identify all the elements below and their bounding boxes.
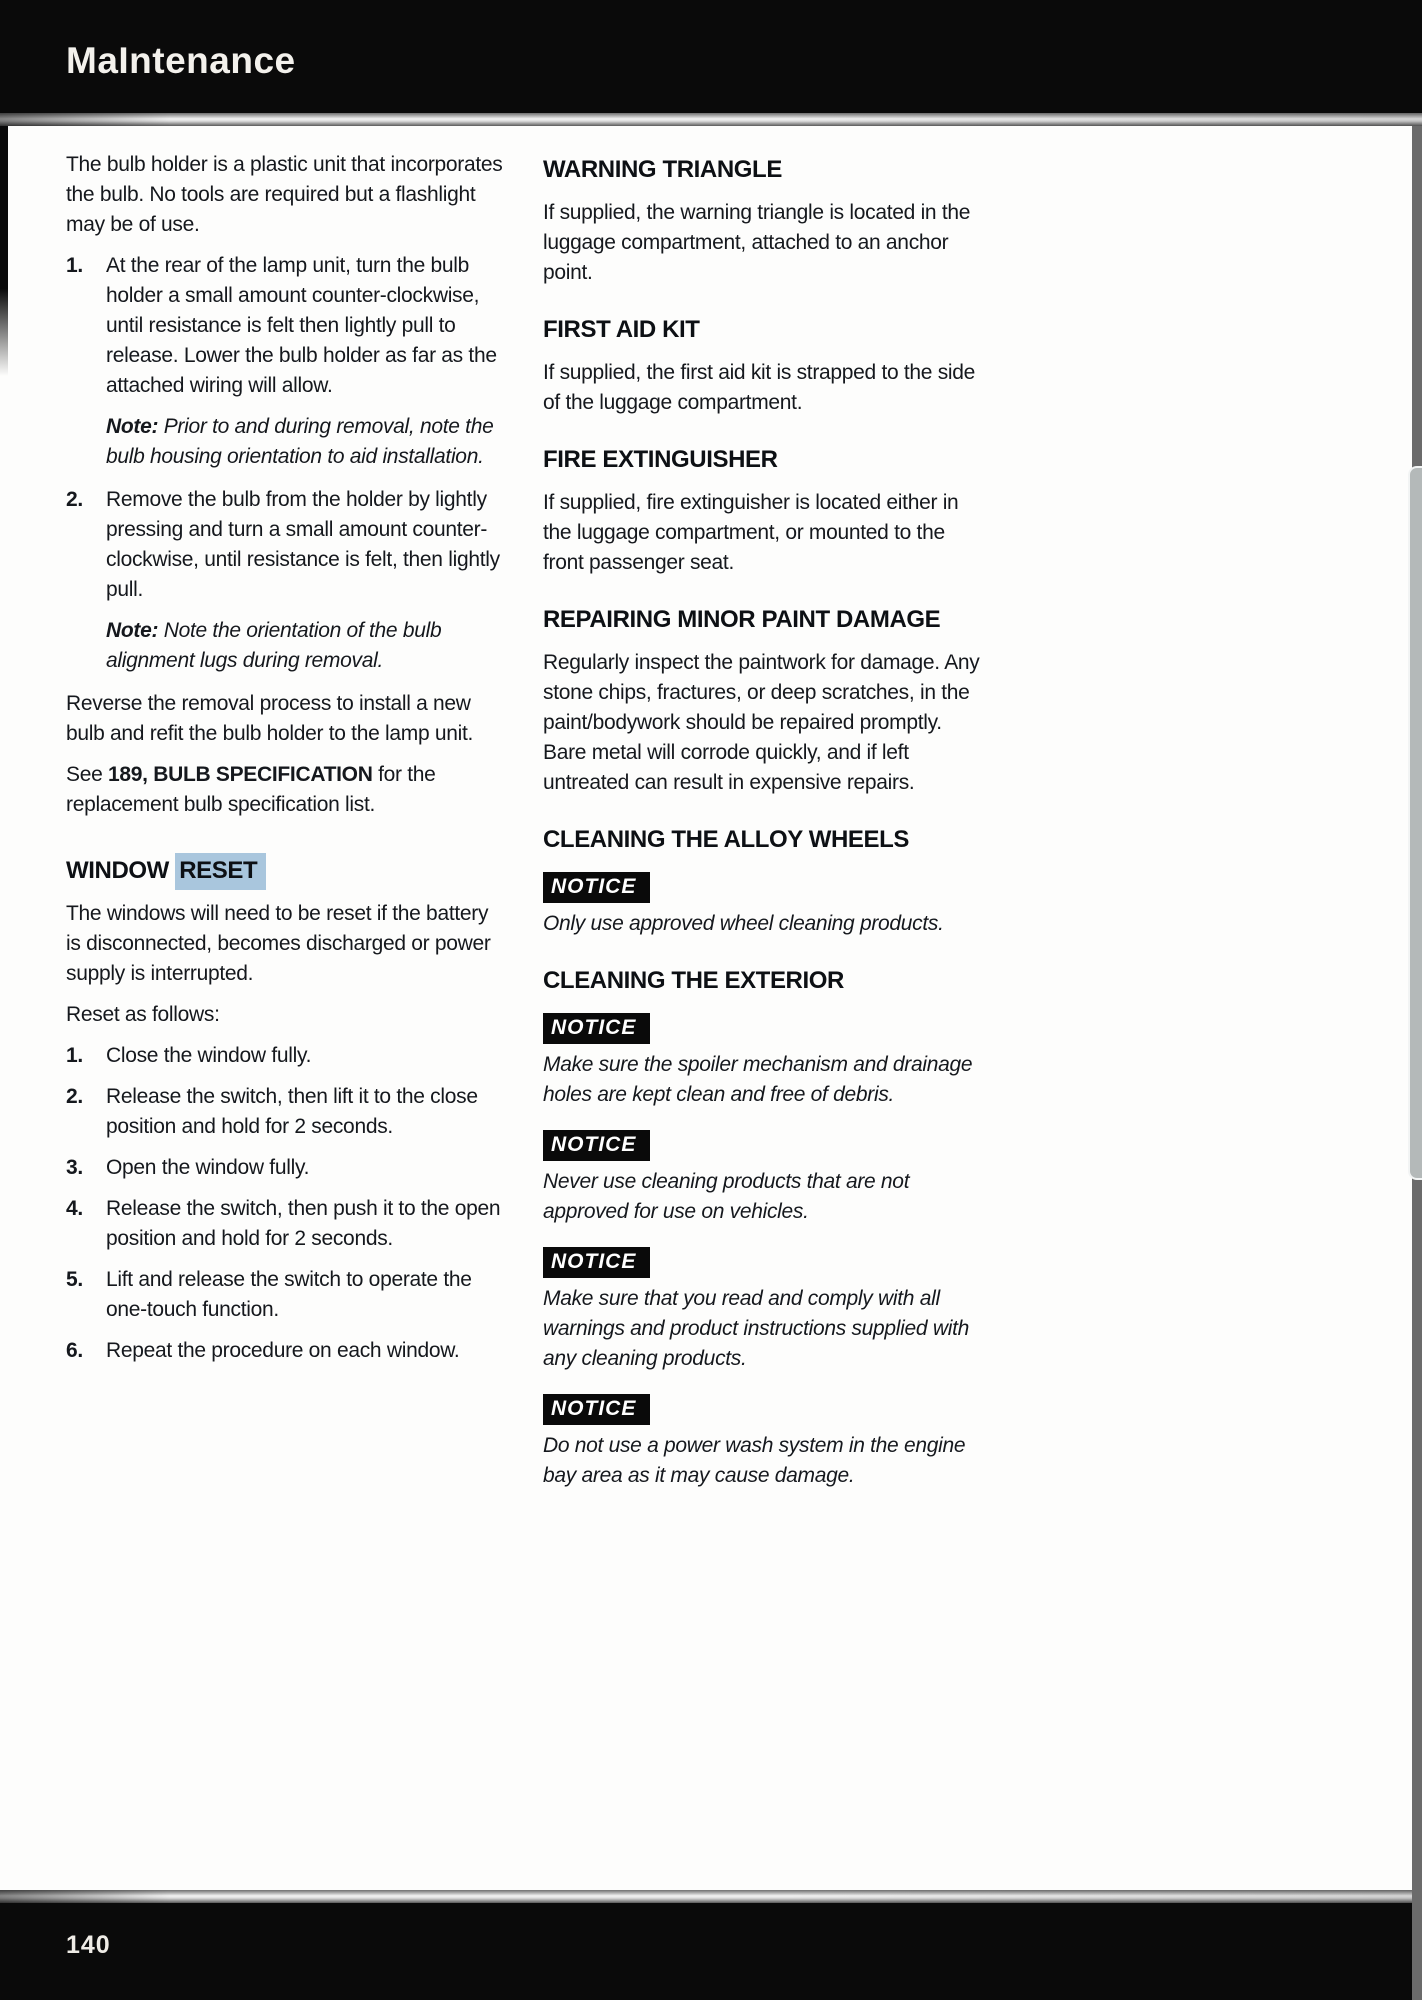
header-divider (0, 113, 1422, 126)
list-number: 4. (66, 1197, 83, 1220)
paragraph: If supplied, the warning triangle is located in the luggage compartment, attached to an anchor point. (543, 201, 971, 284)
note-label: Note: (106, 415, 159, 438)
section-heading-window-reset (66, 856, 506, 886)
note-label: Note: (106, 619, 159, 642)
notice-badge: NOTICE (543, 872, 650, 903)
list-item (66, 1041, 506, 1071)
page-footer (0, 1903, 1422, 2000)
list-item (66, 1194, 506, 1254)
paragraph (66, 760, 506, 820)
list-item-text: At the rear of the lamp unit, turn the bulb holder a small amount counter-clockwise, until resistance is felt then lightly pull to release. Lower the bulb holder as far as the attached wiring will allow. (106, 254, 497, 397)
list-item-text: Release the switch, then lift it to the close position and hold for 2 seconds. (106, 1085, 478, 1138)
section-heading-cleaning-alloy-wheels: CLEANING THE ALLOY WHEELS (543, 826, 910, 853)
list-number: 1. (66, 1044, 83, 1067)
notice-block (543, 868, 983, 939)
list-number: 5. (66, 1268, 83, 1291)
list-item-text: Release the switch, then push it to the open position and hold for 2 seconds. (106, 1197, 501, 1250)
notice-text: Make sure that you read and comply with all warnings and product instructions supplied with any cleaning products. (543, 1287, 969, 1370)
list-item (66, 1153, 506, 1183)
paragraph: If supplied, fire extinguisher is located either in the luggage compartment, or mounted to the front passenger seat. (543, 491, 959, 574)
section-heading-first-aid-kit: FIRST AID KIT (543, 316, 700, 343)
note (106, 412, 506, 472)
footer-divider (0, 1890, 1422, 1903)
cross-reference: 189, BULB SPECIFICATION (108, 763, 373, 786)
notice-block (543, 1009, 983, 1110)
section-heading-warning-triangle: WARNING TRIANGLE (543, 156, 782, 183)
notice-text: Make sure the spoiler mechanism and drainage holes are kept clean and free of debris. (543, 1053, 973, 1106)
list-item (66, 1336, 506, 1366)
page-number: 140 (66, 1931, 111, 1959)
paragraph: Reset as follows: (66, 1003, 220, 1026)
notice-badge: NOTICE (543, 1130, 650, 1161)
notice-badge: NOTICE (543, 1013, 650, 1044)
section-heading-repairing-paint-damage: REPAIRING MINOR PAINT DAMAGE (543, 606, 941, 633)
scrollbar-thumb[interactable] (1408, 466, 1422, 1180)
list-number: 1. (66, 254, 83, 277)
notice-text: Never use cleaning products that are not approved for use on vehicles. (543, 1170, 910, 1223)
notice-block (543, 1243, 983, 1374)
list-number: 2. (66, 488, 83, 511)
list-number: 2. (66, 1085, 83, 1108)
list-item-text: Repeat the procedure on each window. (106, 1339, 460, 1362)
notice-block (543, 1390, 983, 1491)
paragraph: The bulb holder is a plastic unit that incorporates the bulb. No tools are required but a flashlight may be of use. (66, 153, 503, 236)
left-column (66, 150, 506, 1377)
list-item (66, 1265, 506, 1325)
section-heading-fire-extinguisher: FIRE EXTINGUISHER (543, 446, 778, 473)
list-item (66, 485, 506, 605)
list-item-text: Lift and release the switch to operate the one-touch function. (106, 1268, 472, 1321)
notice-badge: NOTICE (543, 1394, 650, 1425)
page-title: MaIntenance (66, 40, 296, 81)
list-number: 3. (66, 1156, 83, 1179)
page-edge-shadow (0, 126, 8, 376)
list-number: 6. (66, 1339, 83, 1362)
list-item-text: Open the window fully. (106, 1156, 310, 1179)
note (106, 616, 506, 676)
right-column (543, 150, 983, 1507)
list-item (66, 251, 506, 401)
search-highlight: RESET (175, 853, 266, 890)
notice-badge: NOTICE (543, 1247, 650, 1278)
notice-text: Only use approved wheel cleaning products. (543, 912, 944, 935)
list-item-text: Remove the bulb from the holder by lightly pressing and turn a small amount counter-clockwise, until resistance is felt, then lightly pull. (106, 488, 500, 601)
list-item (66, 1082, 506, 1142)
notice-text: Do not use a power wash system in the engine bay area as it may cause damage. (543, 1434, 966, 1487)
paragraph: If supplied, the first aid kit is strapped to the side of the luggage compartment. (543, 361, 976, 414)
heading-text: WINDOW (66, 857, 176, 884)
notice-block (543, 1126, 983, 1227)
section-heading-cleaning-exterior: CLEANING THE EXTERIOR (543, 967, 844, 994)
note-text: Note the orientation of the bulb alignment lugs during removal. (106, 619, 442, 672)
note-text: Prior to and during removal, note the bulb housing orientation to aid installation. (106, 415, 494, 468)
paragraph: Regularly inspect the paintwork for damage. Any stone chips, fractures, or deep scratches, in the paint/bodywork should be repaired promptly. Bare metal will corrode quickly, and if left untreated can result in expensive repairs. (543, 651, 980, 794)
see-suffix: for the replacement bulb specification list. (66, 763, 436, 816)
paragraph: The windows will need to be reset if the battery is disconnected, becomes discharged or power supply is interrupted. (66, 902, 491, 985)
page-header (0, 0, 1422, 113)
paragraph: Reverse the removal process to install a new bulb and refit the bulb holder to the lamp unit. (66, 692, 474, 745)
list-item-text: Close the window fully. (106, 1044, 312, 1067)
see-prefix: See (66, 763, 108, 786)
